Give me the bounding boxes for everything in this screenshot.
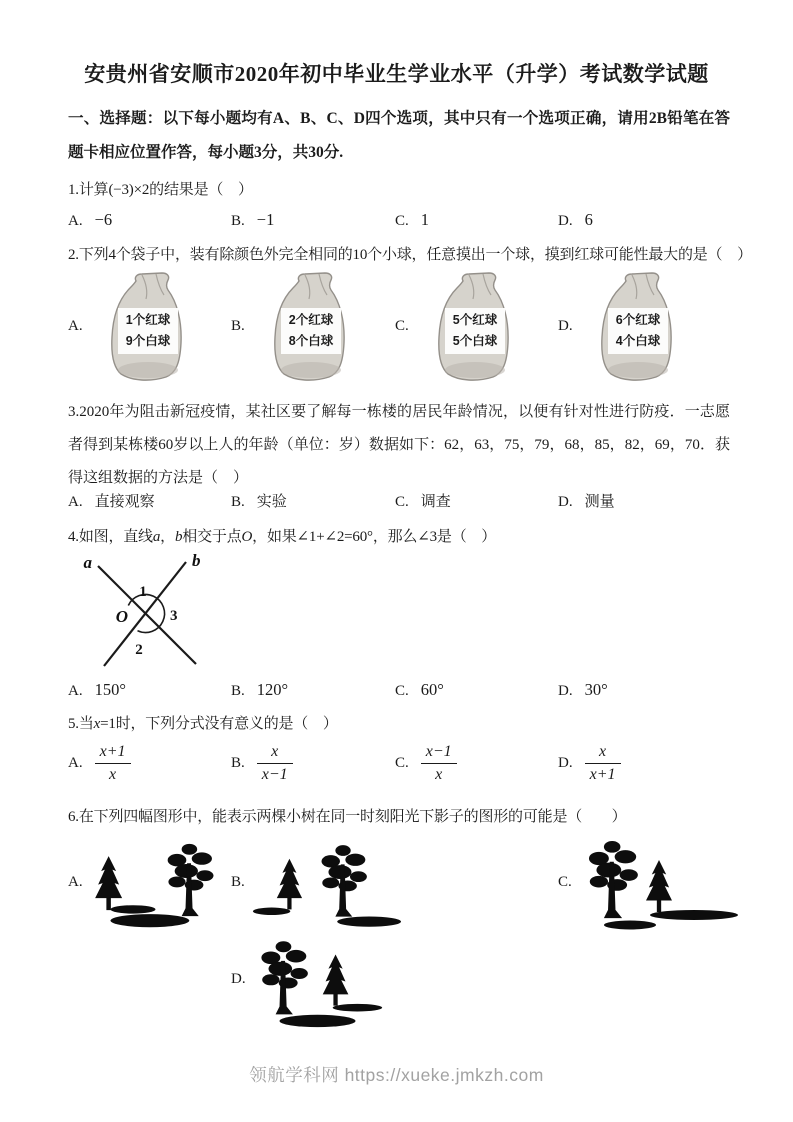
label-angle-1: 1 bbox=[139, 584, 147, 600]
question-6-text: 6.在下列四幅图形中，能表示两棵小树在同一时刻阳光下影子的图形的可能是（ ） bbox=[68, 809, 627, 825]
bag-d-label: 6个红球 4个白球 bbox=[608, 308, 668, 354]
bag-icon bbox=[433, 270, 517, 382]
question-6-figures-row1: A. B. C. bbox=[68, 838, 788, 938]
bag-c-label: 5个红球 5个白球 bbox=[445, 308, 505, 354]
q3-option-b: B. 实验 bbox=[231, 494, 287, 510]
trees-shadow-figure-a bbox=[88, 838, 238, 933]
question-2-bags: A. 1个红球 9个白球 B. 2个红球 8个白球 C. 5个红球 5个白球 D. 6个红球 4个白球 bbox=[68, 270, 768, 390]
question-1-text bbox=[68, 178, 253, 199]
q5-option-c: C. $\frac{x-1}{x}$ bbox=[395, 742, 457, 785]
bag-icon bbox=[596, 270, 680, 382]
q1-option-b: B. −1 bbox=[231, 210, 275, 229]
bag-b-label: 2个红球 8个白球 bbox=[281, 308, 341, 354]
q4-option-d: D. 30° bbox=[558, 680, 608, 699]
bag-a-label: 1个红球 9个白球 bbox=[118, 308, 178, 354]
section-intro: 一、选择题：以下每小题均有A、B、C、D四个选项，其中只有一个选项正确，请用2B铅笔在答题卡相应位置作答，每小题3分，共30分. bbox=[68, 110, 730, 161]
label-angle-3: 3 bbox=[170, 608, 178, 624]
question-1-options bbox=[68, 210, 768, 234]
label-line-b: b bbox=[192, 552, 201, 570]
trees-shadow-figure-b bbox=[251, 838, 401, 933]
q3-option-c: C. 调查 bbox=[395, 494, 451, 510]
q1-suffix: 的结果是（ ） bbox=[149, 182, 253, 198]
question-6-figures-row2: D. bbox=[68, 935, 788, 1035]
fraction: $\frac{x}{x+1}$ bbox=[585, 742, 621, 785]
trees-shadow-figure-c bbox=[578, 838, 738, 933]
label-angle-2: 2 bbox=[135, 642, 143, 658]
fraction: $\frac{x-1}{x}$ bbox=[421, 742, 457, 785]
page-title: 安贵州省安顺市2020年初中毕业生学业水平（升学）考试数学试题 bbox=[84, 62, 709, 86]
watermark: 领航学科网 https://xueke.jmkzh.com bbox=[249, 1065, 544, 1085]
fraction: $\frac{x+1}{x}$ bbox=[95, 742, 131, 785]
label-line-a: a bbox=[83, 553, 92, 572]
fraction: $\frac{x}{x-1}$ bbox=[257, 742, 293, 785]
intersecting-lines-figure bbox=[66, 552, 266, 674]
q1-expression: (−3)×2 bbox=[108, 182, 150, 198]
question-3-options bbox=[68, 490, 768, 514]
q5-option-b: B. $\frac{x}{x-1}$ bbox=[231, 742, 293, 785]
q1-option-d: D. 6 bbox=[558, 210, 593, 229]
q1-prefix: 1.计算 bbox=[68, 182, 109, 198]
q3-option-d: D. 测量 bbox=[558, 494, 615, 510]
q4-option-c: C. 60° bbox=[395, 680, 444, 699]
question-5-options bbox=[68, 742, 768, 794]
q5-option-a: A. $\frac{x+1}{x}$ bbox=[68, 742, 131, 785]
question-4-options bbox=[68, 680, 768, 704]
question-3-text: 3.2020年为阻击新冠疫情，某社区要了解每一栋楼的居民年龄情况，以便有针对性进行防疫．一志愿者得到某栋楼60岁以上人的年龄（单位：岁）数据如下：62，63，75，79，68，85，82，69，70．获得这组数据的方法是（ ） bbox=[68, 404, 730, 486]
q1-option-a: A. −6 bbox=[68, 210, 113, 229]
question-2-text: 2.下列4个袋子中，装有除颜色外完全相同的10个小球，任意摸出一个球，摸到红球可能性最大的是（ ） bbox=[68, 247, 752, 263]
trees-shadow-figure-d bbox=[251, 935, 403, 1030]
q3-option-a: A. 直接观察 bbox=[68, 494, 155, 510]
label-point-o: O bbox=[115, 607, 128, 626]
bag-icon bbox=[269, 270, 353, 382]
question-4-text: 4.如图，直线a，b相交于点O，如果∠1+∠2=60°，那么∠3是（ ） bbox=[68, 529, 497, 545]
q4-option-a: A. 150° bbox=[68, 680, 126, 699]
question-5-text: 5.当x=1时，下列分式没有意义的是（ ） bbox=[68, 716, 338, 732]
q4-option-b: B. 120° bbox=[231, 680, 289, 699]
q5-option-d: D. $\frac{x}{x+1}$ bbox=[558, 742, 621, 785]
bag-icon bbox=[106, 270, 190, 382]
q1-option-c: C. 1 bbox=[395, 210, 430, 229]
